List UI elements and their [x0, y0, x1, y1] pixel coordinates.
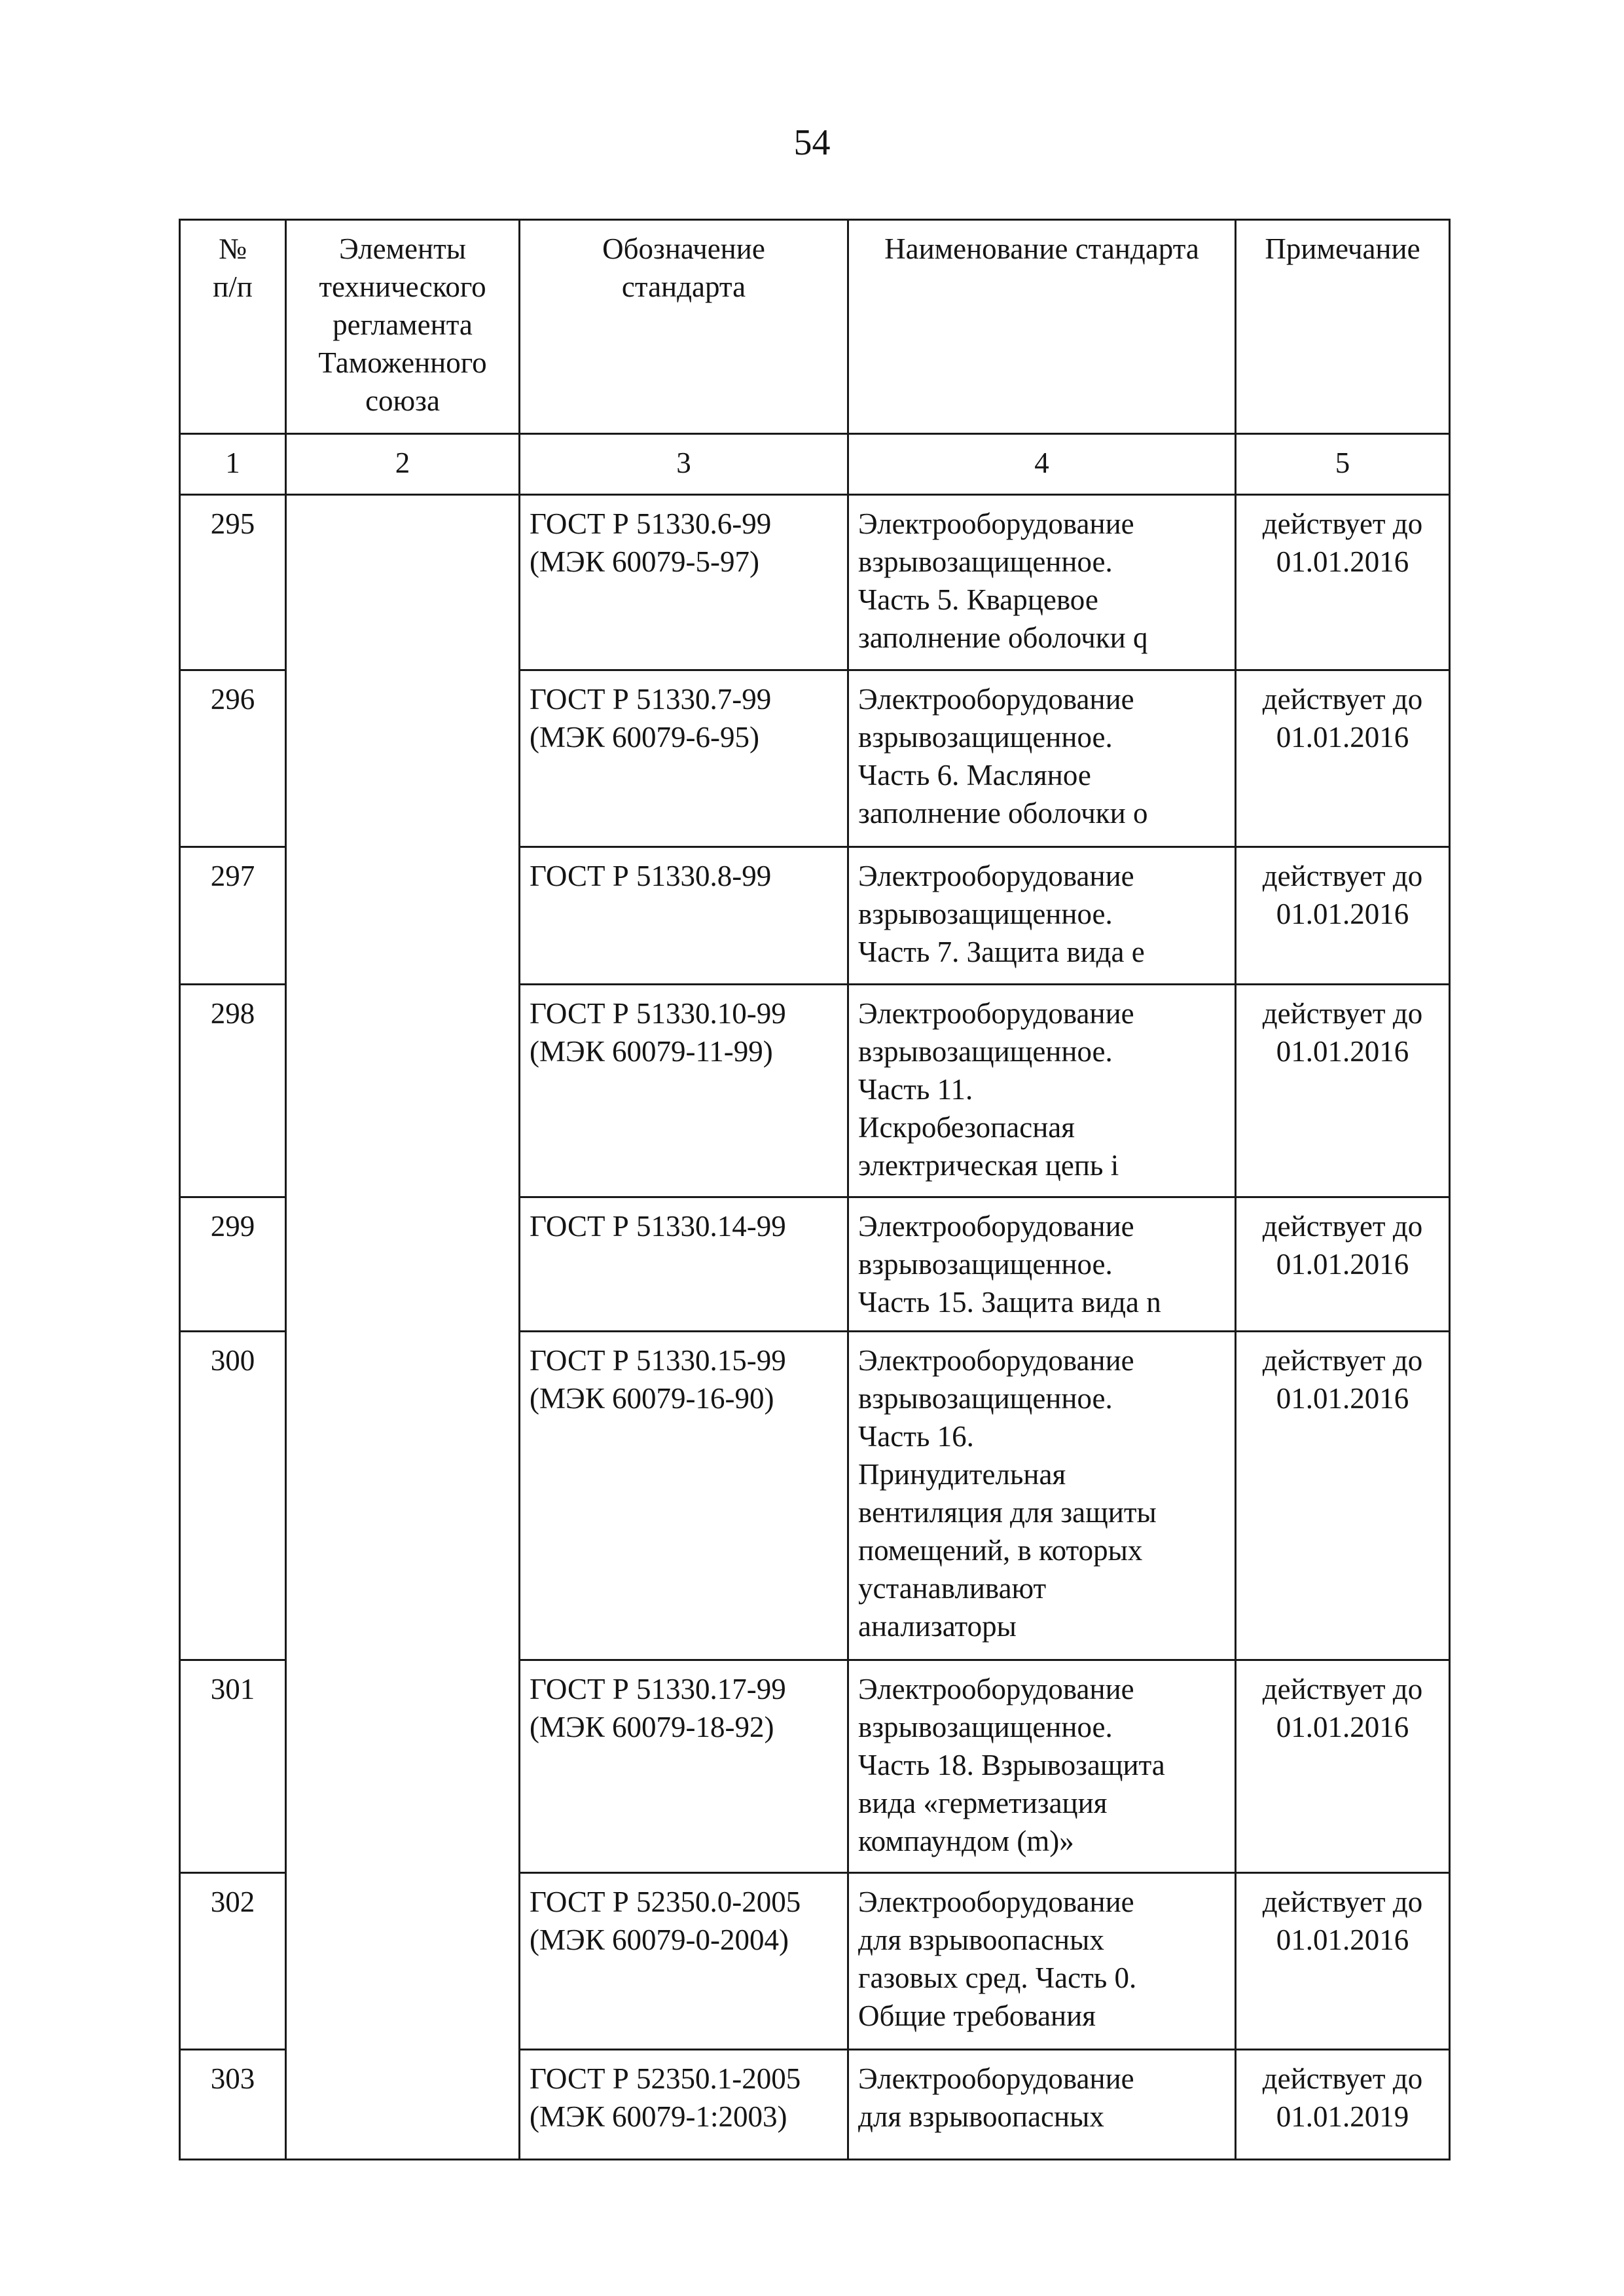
standard-name-line: Часть 5. Кварцевое [858, 583, 1098, 616]
standard-name [848, 1197, 1236, 1332]
standard-name-line: газовых сред. Часть 0. [858, 1961, 1137, 1994]
standard-name-line: Часть 7. Защита вида е [858, 936, 1145, 968]
standard-note [1236, 1332, 1450, 1660]
column-index-row [180, 434, 1450, 495]
standard-note-line: 01.01.2016 [1276, 1711, 1409, 1743]
standard-code-line: ГОСТ Р 51330.8-99 [530, 860, 772, 892]
standard-note-line: 01.01.2019 [1276, 2100, 1409, 2133]
standard-name-line: Электрооборудование [858, 1210, 1134, 1243]
standard-name-line: Искробезопасная [858, 1111, 1075, 1144]
standard-name-line: помещений, в которых [858, 1534, 1143, 1567]
standard-name [848, 495, 1236, 670]
header-elements: Элементы технического регламента Таможенного союза [286, 220, 520, 434]
standard-code-line: (МЭК 60079-6-95) [530, 721, 759, 754]
standard-name-line: Электрооборудование [858, 997, 1134, 1030]
row-number: 297 [180, 847, 286, 985]
standard-code-line: (МЭК 60079-0-2004) [530, 1923, 789, 1956]
standard-name-line: Общие требования [858, 1999, 1096, 2032]
header-num: № п/п [180, 220, 286, 434]
standard-code-line: (МЭК 60079-1:2003) [530, 2100, 787, 2133]
standard-note [1236, 847, 1450, 985]
standard-code-line: ГОСТ Р 52350.0-2005 [530, 1886, 801, 1918]
standard-note [1236, 1660, 1450, 1873]
standard-note-line: 01.01.2016 [1276, 898, 1409, 930]
standard-name [848, 1873, 1236, 2050]
standard-name-line: устанавливают [858, 1572, 1047, 1605]
standard-name-line: Электрооборудование [858, 1886, 1134, 1918]
standard-name-line: Часть 15. Защита вида n [858, 1286, 1161, 1319]
standard-name-line: Часть 16. [858, 1420, 974, 1453]
standard-code-line: ГОСТ Р 51330.6-99 [530, 507, 772, 540]
header-name: Наименование стандарта [848, 220, 1236, 434]
row-number: 298 [180, 985, 286, 1197]
standard-name-line: заполнение оболочки о [858, 797, 1148, 829]
standards-table [179, 219, 1451, 2160]
column-index: 4 [848, 434, 1236, 495]
standard-note-line: действует до [1262, 860, 1423, 892]
standard-code-line: (МЭК 60079-5-97) [530, 545, 759, 578]
row-number: 301 [180, 1660, 286, 1873]
standard-name [848, 985, 1236, 1197]
standard-note-line: 01.01.2016 [1276, 721, 1409, 754]
standard-code-line: (МЭК 60079-11-99) [530, 1035, 773, 1068]
standard-code-line: ГОСТ Р 51330.7-99 [530, 683, 772, 716]
standard-code [520, 847, 848, 985]
header-row [180, 220, 1450, 434]
standard-name [848, 847, 1236, 985]
standard-code-line: ГОСТ Р 51330.17-99 [530, 1673, 786, 1705]
row-number: 300 [180, 1332, 286, 1660]
standard-code [520, 1332, 848, 1660]
standard-code [520, 495, 848, 670]
column-index: 2 [286, 434, 520, 495]
standard-name-line: взрывозащищенное. [858, 1382, 1113, 1415]
standard-name-line: Часть 18. Взрывозащита [858, 1749, 1165, 1781]
elements-merged-cell [286, 495, 520, 2160]
standard-name-line: для взрывоопасных [858, 1923, 1104, 1956]
standard-code-line: ГОСТ Р 51330.15-99 [530, 1344, 786, 1377]
table-body [180, 495, 1450, 2160]
header-note: Примечание [1236, 220, 1450, 434]
standard-name-line: Электрооборудование [858, 683, 1134, 716]
standard-code [520, 985, 848, 1197]
standard-name-line: Электрооборудование [858, 1673, 1134, 1705]
standard-note-line: действует до [1262, 683, 1423, 716]
standard-note [1236, 1873, 1450, 2050]
standard-name-line: Электрооборудование [858, 1344, 1134, 1377]
standard-name-line: Электрооборудование [858, 2062, 1134, 2095]
standard-code-line: ГОСТ Р 52350.1-2005 [530, 2062, 801, 2095]
standard-name-line: взрывозащищенное. [858, 1711, 1113, 1743]
standard-name-line: Принудительная [858, 1458, 1066, 1491]
table-row [180, 495, 1450, 670]
standard-name-line: Электрооборудование [858, 860, 1134, 892]
standard-note-line: действует до [1262, 1673, 1423, 1705]
standard-note-line: действует до [1262, 1344, 1423, 1377]
standard-name-line: взрывозащищенное. [858, 721, 1113, 754]
standard-code [520, 1873, 848, 2050]
standard-code [520, 2050, 848, 2160]
header-code: Обозначение стандарта [520, 220, 848, 434]
standard-name-line: вентиляция для защиты [858, 1496, 1157, 1529]
standard-code-line: ГОСТ Р 51330.14-99 [530, 1210, 786, 1243]
standard-note-line: действует до [1262, 997, 1423, 1030]
row-number: 299 [180, 1197, 286, 1332]
standard-name-line: взрывозащищенное. [858, 1035, 1113, 1068]
standard-name-line: заполнение оболочки q [858, 621, 1148, 654]
page-number: 54 [793, 122, 831, 163]
standard-note [1236, 2050, 1450, 2160]
standard-note [1236, 495, 1450, 670]
row-number: 296 [180, 670, 286, 847]
standard-name-line: для взрывоопасных [858, 2100, 1104, 2133]
standard-name-line: электрическая цепь i [858, 1149, 1119, 1182]
standard-name [848, 1660, 1236, 1873]
standard-name-line: Часть 6. Масляное [858, 759, 1091, 792]
column-index: 3 [520, 434, 848, 495]
standard-code [520, 1660, 848, 1873]
column-index: 5 [1236, 434, 1450, 495]
standard-name [848, 1332, 1236, 1660]
standard-name-line: Часть 11. [858, 1073, 973, 1106]
row-number: 302 [180, 1873, 286, 2050]
standard-code-line: ГОСТ Р 51330.10-99 [530, 997, 786, 1030]
standard-name-line: компаундом (m)» [858, 1825, 1074, 1857]
standard-note [1236, 985, 1450, 1197]
column-index: 1 [180, 434, 286, 495]
standard-note-line: действует до [1262, 1886, 1423, 1918]
standard-note [1236, 1197, 1450, 1332]
row-number: 303 [180, 2050, 286, 2160]
standard-note-line: 01.01.2016 [1276, 1248, 1409, 1281]
standard-code [520, 670, 848, 847]
standard-name-line: Электрооборудование [858, 507, 1134, 540]
standard-note-line: 01.01.2016 [1276, 1035, 1409, 1068]
standard-code-line: (МЭК 60079-18-92) [530, 1711, 774, 1743]
standard-note-line: действует до [1262, 507, 1423, 540]
standard-name [848, 670, 1236, 847]
standard-note-line: 01.01.2016 [1276, 545, 1409, 578]
standard-name-line: взрывозащищенное. [858, 1248, 1113, 1281]
standard-note-line: действует до [1262, 2062, 1423, 2095]
standard-name-line: взрывозащищенное. [858, 898, 1113, 930]
standard-name [848, 2050, 1236, 2160]
standard-name-line: взрывозащищенное. [858, 545, 1113, 578]
standard-note-line: действует до [1262, 1210, 1423, 1243]
standard-code-line: (МЭК 60079-16-90) [530, 1382, 774, 1415]
standard-note [1236, 670, 1450, 847]
standard-note-line: 01.01.2016 [1276, 1382, 1409, 1415]
standard-code [520, 1197, 848, 1332]
row-number: 295 [180, 495, 286, 670]
standard-name-line: анализаторы [858, 1610, 1017, 1643]
standard-name-line: вида «герметизация [858, 1787, 1108, 1819]
standard-note-line: 01.01.2016 [1276, 1923, 1409, 1956]
